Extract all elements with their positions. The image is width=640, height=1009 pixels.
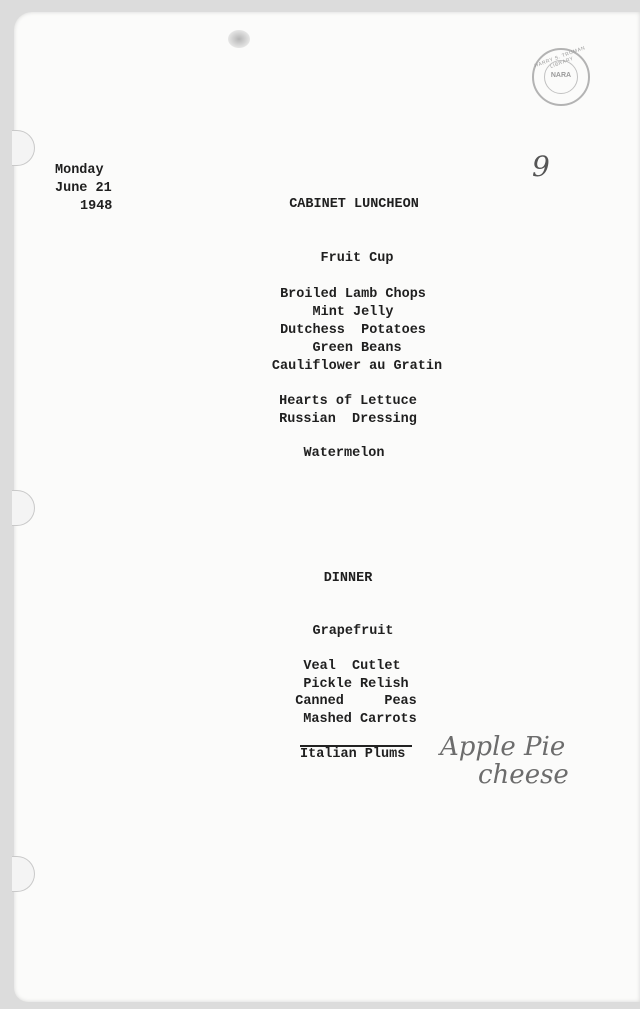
luncheon-item: Watermelon [303,446,385,461]
handwritten-note-line: Apple Pie [440,732,566,762]
dinner-item: Pickle Relish [303,677,409,692]
strikethrough-line [300,745,412,757]
binder-hole [12,130,35,166]
handwritten-page-number: 9 [532,150,550,183]
luncheon-title: CABINET LUNCHEON [289,197,419,212]
luncheon-item: Dutchess Potatoes [280,323,426,338]
luncheon-item: Cauliflower au Gratin [271,359,443,374]
dinner-item: Veal Cutlet [303,659,401,674]
dinner-title: DINNER [323,571,373,586]
dinner-item: Grapefruit [312,624,394,639]
luncheon-item: Mint Jelly [312,305,394,320]
date-year: 1948 [80,199,113,214]
luncheon-item: Russian Dressing [279,412,417,427]
luncheon-item: Broiled Lamb Chops [280,287,426,302]
stamp-ring-text: HARRY S. TRUMAN LIBRARY [533,45,587,70]
dinner-item: Mashed Carrots [303,712,417,727]
binder-hole [12,856,35,892]
date-month-day: June 21 [55,181,112,196]
luncheon-item: Fruit Cup [320,251,394,266]
luncheon-item: Green Beans [312,341,402,356]
dinner-item: Canned Peas [295,694,417,709]
stamp-center-text: NARA [550,72,572,79]
date-weekday: Monday [55,163,104,178]
binder-hole [12,490,35,526]
struck-dinner-item: Italian Plums [300,747,406,762]
ink-smudge [228,30,250,48]
archive-stamp [532,45,590,106]
luncheon-item: Hearts of Lettuce [279,394,417,409]
handwritten-note-line: cheese [478,760,569,790]
